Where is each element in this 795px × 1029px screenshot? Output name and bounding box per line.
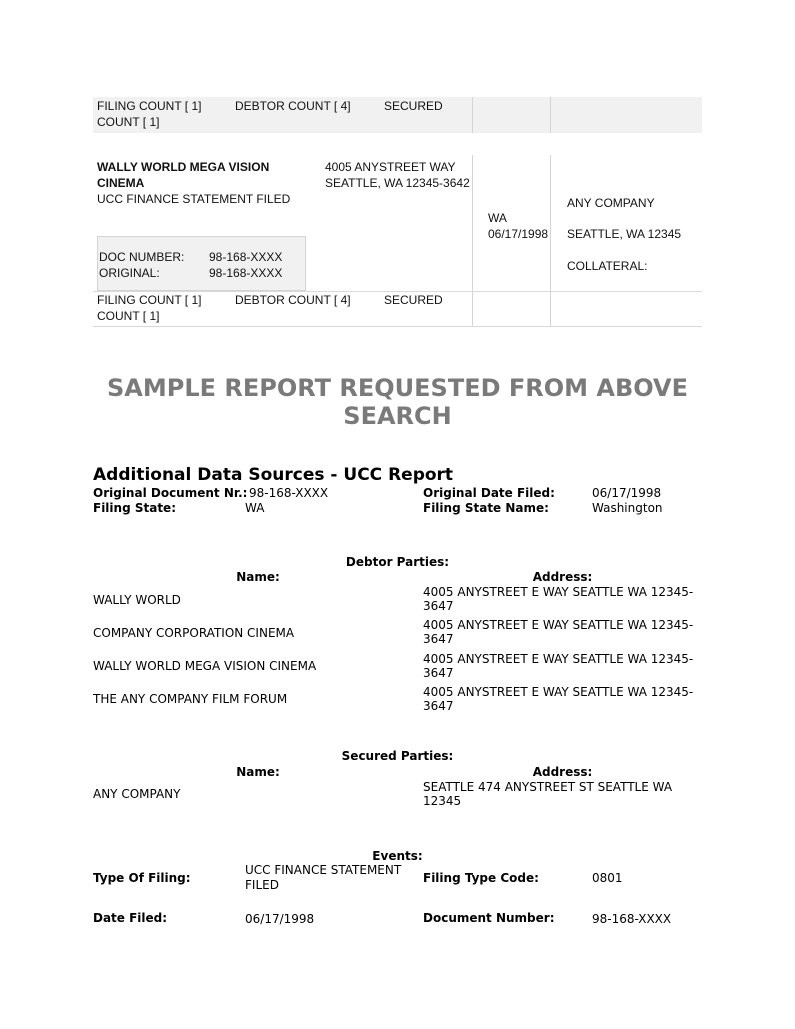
secured-address-cont: 12345 — [423, 794, 462, 808]
type-of-filing-label: Type Of Filing: — [93, 871, 191, 885]
secured-count-value: COUNT [ 1] — [97, 115, 160, 129]
record-secured-city: SEATTLE, WA 12345 — [567, 227, 682, 241]
debtor-address-cont: 3647 — [423, 599, 454, 613]
filing-type-code-value: 0801 — [592, 871, 623, 885]
record-debtor-name-cont: CINEMA — [97, 176, 145, 190]
events-heading: Events: — [372, 849, 423, 863]
record-secured-name: ANY COMPANY — [567, 196, 655, 210]
top-row-divider — [550, 97, 551, 133]
record-filing-type: UCC FINANCE STATEMENT FILED — [97, 192, 291, 206]
debtor-name: WALLY WORLD — [93, 593, 181, 607]
type-of-filing-value-cont: FILED — [245, 878, 279, 892]
record-date: 06/17/1998 — [488, 227, 549, 241]
debtor-address: 4005 ANYSTREET E WAY SEATTLE WA 12345- — [423, 585, 694, 599]
debtor-count: DEBTOR COUNT [ 4] — [235, 99, 351, 113]
debtor-parties-heading: Debtor Parties: — [345, 555, 450, 569]
debtor-name: THE ANY COMPANY FILM FORUM — [93, 692, 288, 706]
doc-number-value: 98-168-XXXX — [209, 250, 283, 264]
orig-doc-value: 98-168-XXXX — [249, 486, 329, 500]
debtor-address-header: Address: — [532, 570, 593, 584]
orig-date-label: Original Date Filed: — [423, 486, 555, 500]
record-collateral: COLLATERAL: — [567, 259, 648, 273]
secured-address: SEATTLE 474 ANYSTREET ST SEATTLE WA — [423, 780, 673, 794]
debtor-address: 4005 ANYSTREET E WAY SEATTLE WA 12345- — [423, 685, 694, 699]
record-debtor-count: DEBTOR COUNT [ 4] — [235, 293, 351, 307]
secured-parties-heading: Secured Parties: — [341, 749, 454, 763]
debtor-address-cont: 3647 — [423, 632, 454, 646]
record-address-line2: SEATTLE, WA 12345-3642 — [325, 176, 470, 190]
debtor-address: 4005 ANYSTREET E WAY SEATTLE WA 12345- — [423, 618, 694, 632]
sample-heading: SAMPLE REPORT REQUESTED FROM ABOVE — [107, 374, 688, 402]
record-address-line1: 4005 ANYSTREET WAY — [325, 160, 456, 174]
orig-doc-label: Original Document Nr.: — [93, 486, 248, 500]
date-filed-label: Date Filed: — [93, 911, 168, 925]
date-filed-value: 06/17/1998 — [245, 912, 315, 926]
record-secured-count-label: SECURED — [384, 293, 443, 307]
filing-state-label: Filing State: — [93, 501, 176, 515]
original-value: 98-168-XXXX — [209, 266, 283, 280]
secured-count-label: SECURED — [384, 99, 443, 113]
type-of-filing-value: UCC FINANCE STATEMENT — [245, 863, 402, 877]
top-row-divider — [472, 97, 473, 133]
debtor-address-cont: 3647 — [423, 666, 454, 680]
original-label: ORIGINAL: — [99, 266, 160, 280]
report-title: Additional Data Sources - UCC Report — [93, 465, 454, 485]
record-state: WA — [488, 211, 507, 225]
record-divider — [550, 155, 551, 326]
debtor-name-header: Name: — [236, 570, 280, 584]
document-number-label: Document Number: — [423, 911, 555, 925]
debtor-name: WALLY WORLD MEGA VISION CINEMA — [93, 659, 317, 673]
secured-address-header: Address: — [532, 765, 593, 779]
secured-name: ANY COMPANY — [93, 787, 181, 801]
filing-state-value: WA — [245, 501, 265, 515]
debtor-address-cont: 3647 — [423, 699, 454, 713]
debtor-name: COMPANY CORPORATION CINEMA — [93, 626, 295, 640]
doc-number-label: DOC NUMBER: — [99, 250, 185, 264]
secured-name-header: Name: — [236, 765, 280, 779]
filing-state-name-label: Filing State Name: — [423, 501, 549, 515]
orig-date-value: 06/17/1998 — [592, 486, 662, 500]
filing-type-code-label: Filing Type Code: — [423, 871, 539, 885]
record-debtor-name: WALLY WORLD MEGA VISION — [97, 160, 270, 174]
document-number-value: 98-168-XXXX — [592, 912, 672, 926]
record-divider — [472, 155, 473, 326]
debtor-address: 4005 ANYSTREET E WAY SEATTLE WA 12345- — [423, 652, 694, 666]
record-filing-count: FILING COUNT [ 1] — [97, 293, 202, 307]
record-bottom-rule — [93, 326, 702, 327]
record-secured-count-value: COUNT [ 1] — [97, 309, 160, 323]
filing-count: FILING COUNT [ 1] — [97, 99, 202, 113]
sample-heading-cont: SEARCH — [343, 402, 452, 430]
filing-state-name-value: Washington — [592, 501, 663, 515]
